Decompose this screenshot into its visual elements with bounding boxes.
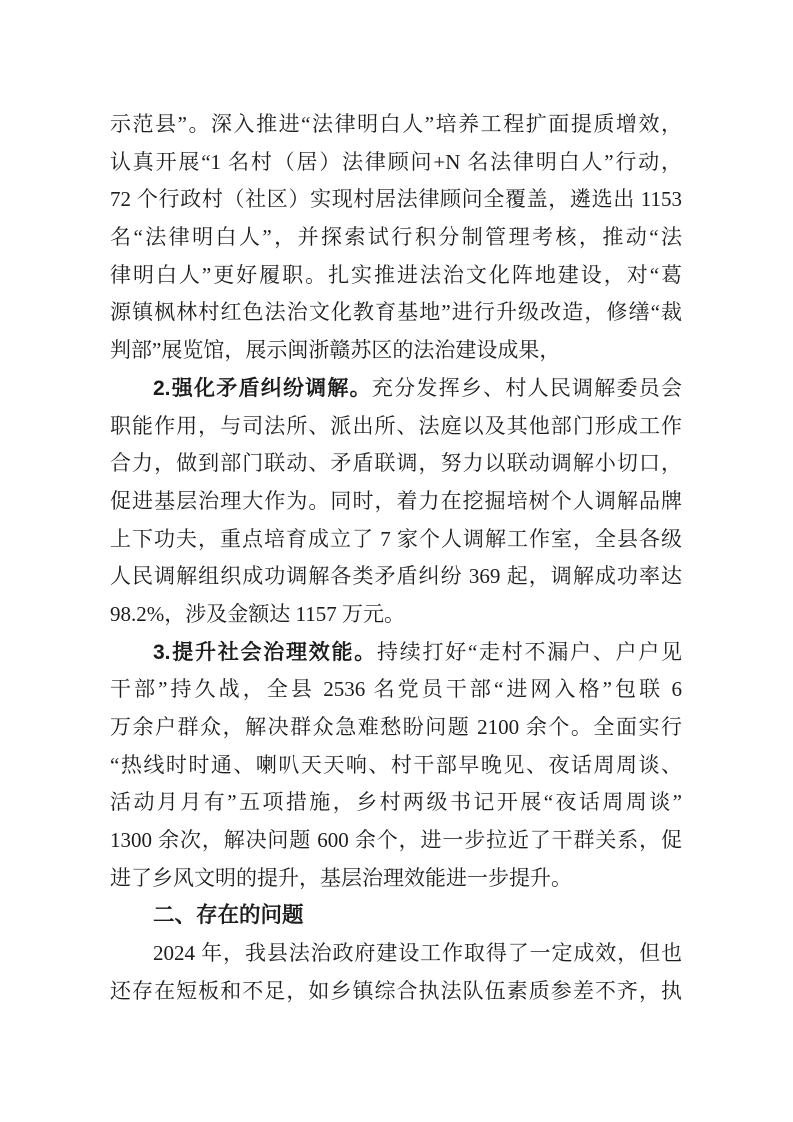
- subsection-title-mediation: 2.强化矛盾纠纷调解。: [153, 376, 372, 400]
- line-text: 源镇枫林村红色法治文化教育基地”进行升级改造，修缮“裁: [110, 300, 682, 325]
- text-line: [110, 219, 682, 257]
- text-line: [110, 257, 682, 295]
- line-text: 上下功夫，重点培育成立了 7 家个人调解工作室，全县各级: [110, 526, 682, 551]
- text-line: [110, 445, 682, 483]
- line-text: 万余户群众，解决群众急难愁盼问题 2100 余个。全面实行: [110, 715, 682, 739]
- text-line: [110, 106, 682, 144]
- text-line: [110, 294, 682, 332]
- text-line: [110, 332, 682, 370]
- document-text-block: [110, 106, 682, 1011]
- line-text: 进了乡风文明的提升，基层治理效能进一步提升。: [110, 865, 572, 890]
- text-line: [110, 596, 682, 634]
- subsection-title-governance: 3.提升社会治理效能。: [153, 640, 377, 664]
- section-heading-existing-problems: [110, 897, 682, 935]
- text-line: [110, 144, 682, 182]
- line-text: 示范县”。深入推进“法律明白人”培养工程扩面提质增效，: [110, 112, 682, 136]
- text-line: [110, 822, 682, 860]
- line-text: 合力，做到部门联动、矛盾联调，努力以联动调解小切口，: [110, 451, 682, 476]
- line-text: 1300 余次，解决问题 600 余个，进一步拉近了干群关系，促: [110, 828, 682, 853]
- line-text: 持续打好“走村不漏户、户户见: [376, 639, 682, 664]
- line-text: 还存在短板和不足，如乡镇综合执法队伍素质参差不齐，执: [110, 978, 682, 1003]
- text-line: [110, 860, 682, 898]
- text-line: [110, 181, 682, 219]
- line-text: 充分发挥乡、村人民调解委员会: [371, 375, 682, 400]
- text-line: [110, 408, 682, 446]
- text-line: [110, 558, 682, 596]
- line-text: 干部”持久战，全县 2536 名党员干部“进网入格”包联 6: [110, 677, 682, 702]
- line-text: 职能作用，与司法所、派出所、法庭以及其他部门形成工作: [110, 413, 682, 438]
- text-line: [110, 935, 682, 973]
- line-text: 2024 年，我县法治政府建设工作取得了一定成效，但也: [153, 941, 682, 966]
- text-line: [110, 747, 682, 785]
- line-text: 98.2%，涉及金额达 1157 万元。: [110, 601, 405, 626]
- line-text: 判部”展览馆，展示闽浙赣苏区的法治建设成果，: [110, 338, 561, 363]
- text-line: [110, 483, 682, 521]
- line-text: 认真开展“1 名村（居）法律顾问+N 名法律明白人”行动，: [110, 149, 682, 174]
- text-line: [110, 634, 682, 672]
- line-text: 活动月月有”五项措施，乡村两级书记开展“夜话周周谈”: [110, 790, 682, 815]
- line-text: 人民调解组织成功调解各类矛盾纠纷 369 起，调解成功率达: [110, 564, 682, 589]
- text-line: [110, 973, 682, 1011]
- line-text: 促进基层治理大作为。同时，着力在挖掘培树个人调解品牌: [110, 488, 682, 513]
- text-line: [110, 521, 682, 559]
- text-line: [110, 671, 682, 709]
- section-heading-text: 二、存在的问题: [153, 903, 304, 928]
- line-text: 72 个行政村（社区）实现村居法律顾问全覆盖，遴选出 1153: [110, 187, 682, 212]
- text-line: [110, 709, 682, 747]
- text-line: [110, 370, 682, 408]
- line-text: 名“法律明白人”，并探索试行积分制管理考核，推动“法: [110, 225, 682, 250]
- text-line: [110, 784, 682, 822]
- line-text: 律明白人”更好履职。扎实推进法治文化阵地建设，对“葛: [110, 262, 682, 287]
- line-text: “热线时时通、喇叭天天响、村干部早晚见、夜话周周谈、: [110, 752, 682, 777]
